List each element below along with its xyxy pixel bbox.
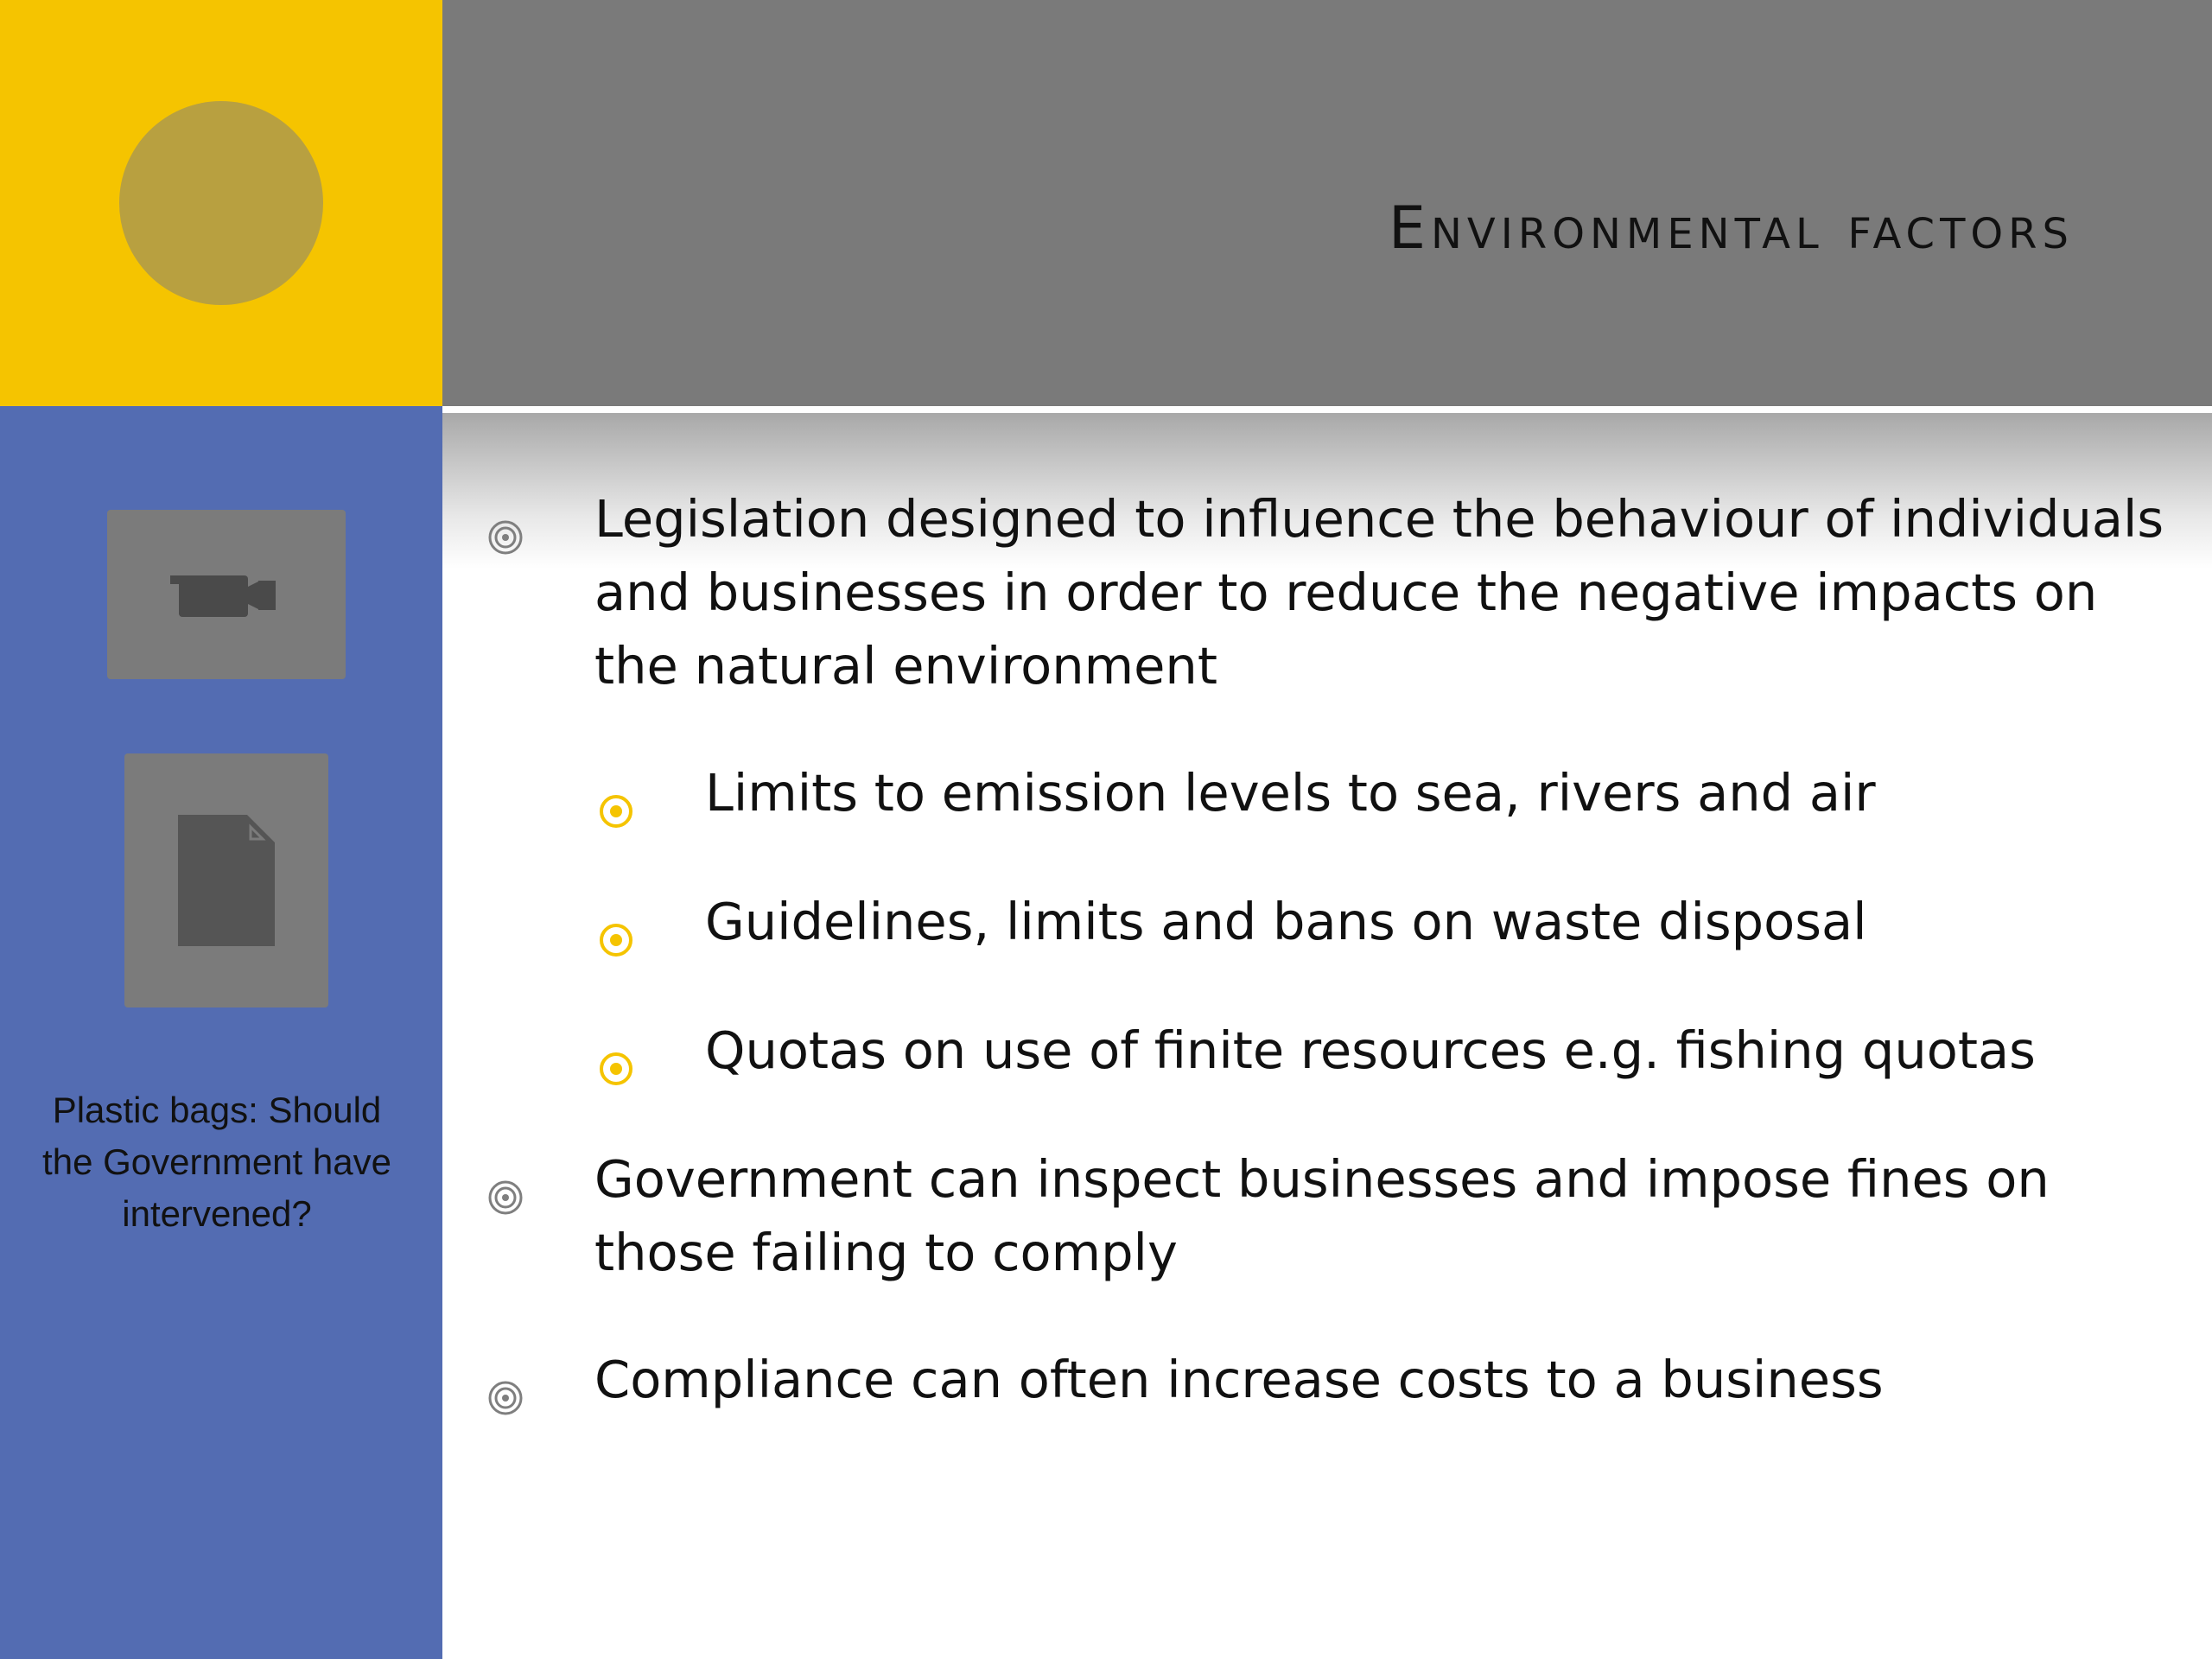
header-divider bbox=[442, 406, 2212, 413]
sidebar-caption: Plastic bags: Should the Government have intervened? bbox=[42, 1090, 391, 1234]
list-item bbox=[442, 885, 2171, 958]
decorative-circle bbox=[119, 101, 323, 305]
list-item bbox=[442, 1142, 2171, 1289]
bullet-text: Guidelines, limits and bans on waste disposal bbox=[705, 892, 1867, 951]
bullet-text: Quotas on use of finite resources e.g. fishing quotas bbox=[705, 1020, 2036, 1080]
bullet-text: Legislation designed to influence the behaviour of individuals and businesses in order to reduce the negative impacts on the natural environment bbox=[594, 489, 2164, 696]
bullet-text: Government can inspect businesses and impose fines on those failing to comply bbox=[594, 1149, 2050, 1282]
bullet-text: Limits to emission levels to sea, rivers and air bbox=[705, 763, 1876, 823]
document-placeholder[interactable] bbox=[124, 753, 328, 1007]
list-item bbox=[442, 1343, 2171, 1416]
bullet-list bbox=[442, 482, 2171, 1470]
corner-block bbox=[0, 0, 442, 406]
document-icon bbox=[178, 815, 275, 946]
sidebar bbox=[0, 406, 442, 1659]
video-camera-icon bbox=[170, 569, 283, 620]
list-item bbox=[442, 482, 2171, 702]
slide-title: Environmental factors bbox=[1389, 194, 2074, 263]
target-bullet-icon bbox=[487, 1161, 524, 1235]
list-item bbox=[442, 1014, 2171, 1087]
target-bullet-icon bbox=[598, 775, 634, 849]
target-bullet-icon bbox=[598, 1033, 634, 1106]
slide-header bbox=[442, 0, 2212, 406]
target-bullet-icon bbox=[487, 1362, 524, 1435]
bullet-text: Compliance can often increase costs to a business bbox=[594, 1350, 1884, 1409]
target-bullet-icon bbox=[598, 904, 634, 977]
target-bullet-icon bbox=[487, 501, 524, 575]
list-item bbox=[442, 756, 2171, 830]
media-placeholder[interactable] bbox=[107, 510, 346, 679]
content-area bbox=[442, 413, 2212, 1659]
